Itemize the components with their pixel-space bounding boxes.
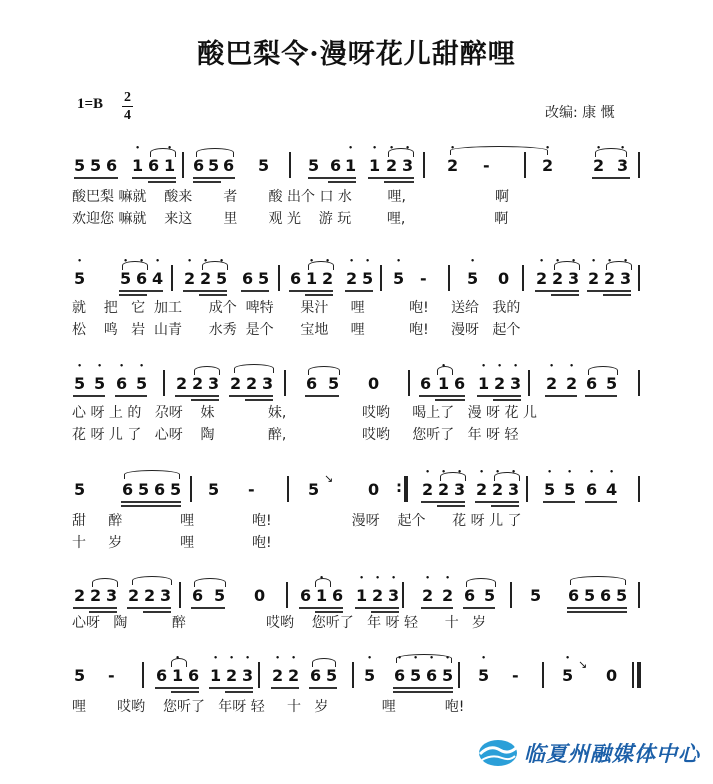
lyrics-line-1: 心 呀 上 的 尕呀 妹 妹, 哎哟 喝上了 漫 呀 花 儿 bbox=[72, 405, 537, 421]
logo-text: 临夏州融媒体中心 bbox=[524, 741, 700, 766]
notes-row-5: 2 2 3 2 2 3 6 5 0 6 • 1 6 • 1 • 2 • 3 • 2 • 2 6 5 5 6 5 6 5 bbox=[72, 572, 642, 612]
notes-row-1: 5 5 6 • 1 6 • 1 6 5 6 5 5 6 • 1 • 1 • 2 • 3 • 2 - • 2 • 2 • 3 bbox=[72, 142, 642, 182]
key-signature: 1=B bbox=[77, 96, 104, 112]
lyrics-line-1: 就 把 它 加工 成个 啤特 果汁 哩 咆! 送给 我的 bbox=[72, 300, 521, 316]
notes-row-6: 5 - 6 • 1 6 • 1 • 2 • 3 • 2 • 2 6 5 • 5 • 6 • 5 • 6 • 5 • 5 - • 5 ↘ 0 bbox=[72, 652, 642, 692]
arranger-credit: 改编: 康 慨 bbox=[545, 105, 615, 121]
media-center-logo bbox=[478, 738, 700, 768]
lyrics-line-2: 十 岁 哩 咆! bbox=[72, 535, 272, 551]
lyrics-line-2: 松 鸣 岩 山青 水秀 是个 宝地 哩 咆! 漫呀 起个 bbox=[72, 322, 521, 338]
breath-mark: ↘ bbox=[578, 658, 588, 671]
score-row-2 bbox=[72, 255, 642, 350]
lyrics-line-1: 哩 哎哟 您听了 年呀 轻 十 岁 哩 咆! bbox=[72, 699, 465, 715]
notes-row-4: 5 6 5 6 5 5 - 5 ↘ 0 : • 2 • 2 • 3 • 2 • 2 • 3 • 5 • 5 • 6 • 4 bbox=[72, 466, 642, 506]
time-signature bbox=[122, 90, 133, 123]
lyrics-line-1: 甜 醉 哩 咆! 漫呀 起个 花 呀 儿 了 bbox=[72, 513, 522, 529]
wave-logo-icon bbox=[478, 738, 518, 768]
score-row-6 bbox=[72, 652, 642, 747]
time-numerator: 2 bbox=[124, 90, 131, 105]
notes-row-2: • 5 • 5 • 6 • 4 • 2 • 2 • 5 6 5 6 • 1 • 2 • 2 • 5 • 5 - • 5 0 • 2 • 2 • 3 • 2 • 2 • 3 bbox=[72, 255, 642, 295]
score-row-1 bbox=[72, 142, 642, 237]
score-row-4 bbox=[72, 466, 642, 561]
lyrics-line-1: 心呀 陶 醉 哎哟 您听了 年 呀 轻 十 岁 bbox=[72, 615, 487, 631]
song-title: 酸巴梨令·漫呀花儿甜醉哩 bbox=[197, 39, 516, 70]
score-row-3 bbox=[72, 360, 642, 455]
lyrics-line-2: 花 呀 儿 了 心呀 陶 醉, 哎哟 您听了 年 呀 轻 bbox=[72, 427, 519, 443]
time-denominator: 4 bbox=[124, 108, 131, 123]
lyrics-line-2: 欢迎您 嘛就 来这 里 观 光 游 玩 哩, 啊 bbox=[72, 211, 509, 227]
repeat-dots: : bbox=[396, 478, 402, 496]
breath-mark: ↘ bbox=[324, 472, 334, 485]
fraction-line bbox=[122, 106, 133, 107]
notes-row-3: • 5 • 5 • 6 • 5 2 2 3 2 2 3 6 5 0 6 • 1 6 • 1 • 2 • 3 • 2 • 2 6 5 bbox=[72, 360, 642, 400]
lyrics-line-1: 酸巴梨 嘛就 酸来 者 酸 出个 口 水 哩, 啊 bbox=[72, 189, 509, 205]
